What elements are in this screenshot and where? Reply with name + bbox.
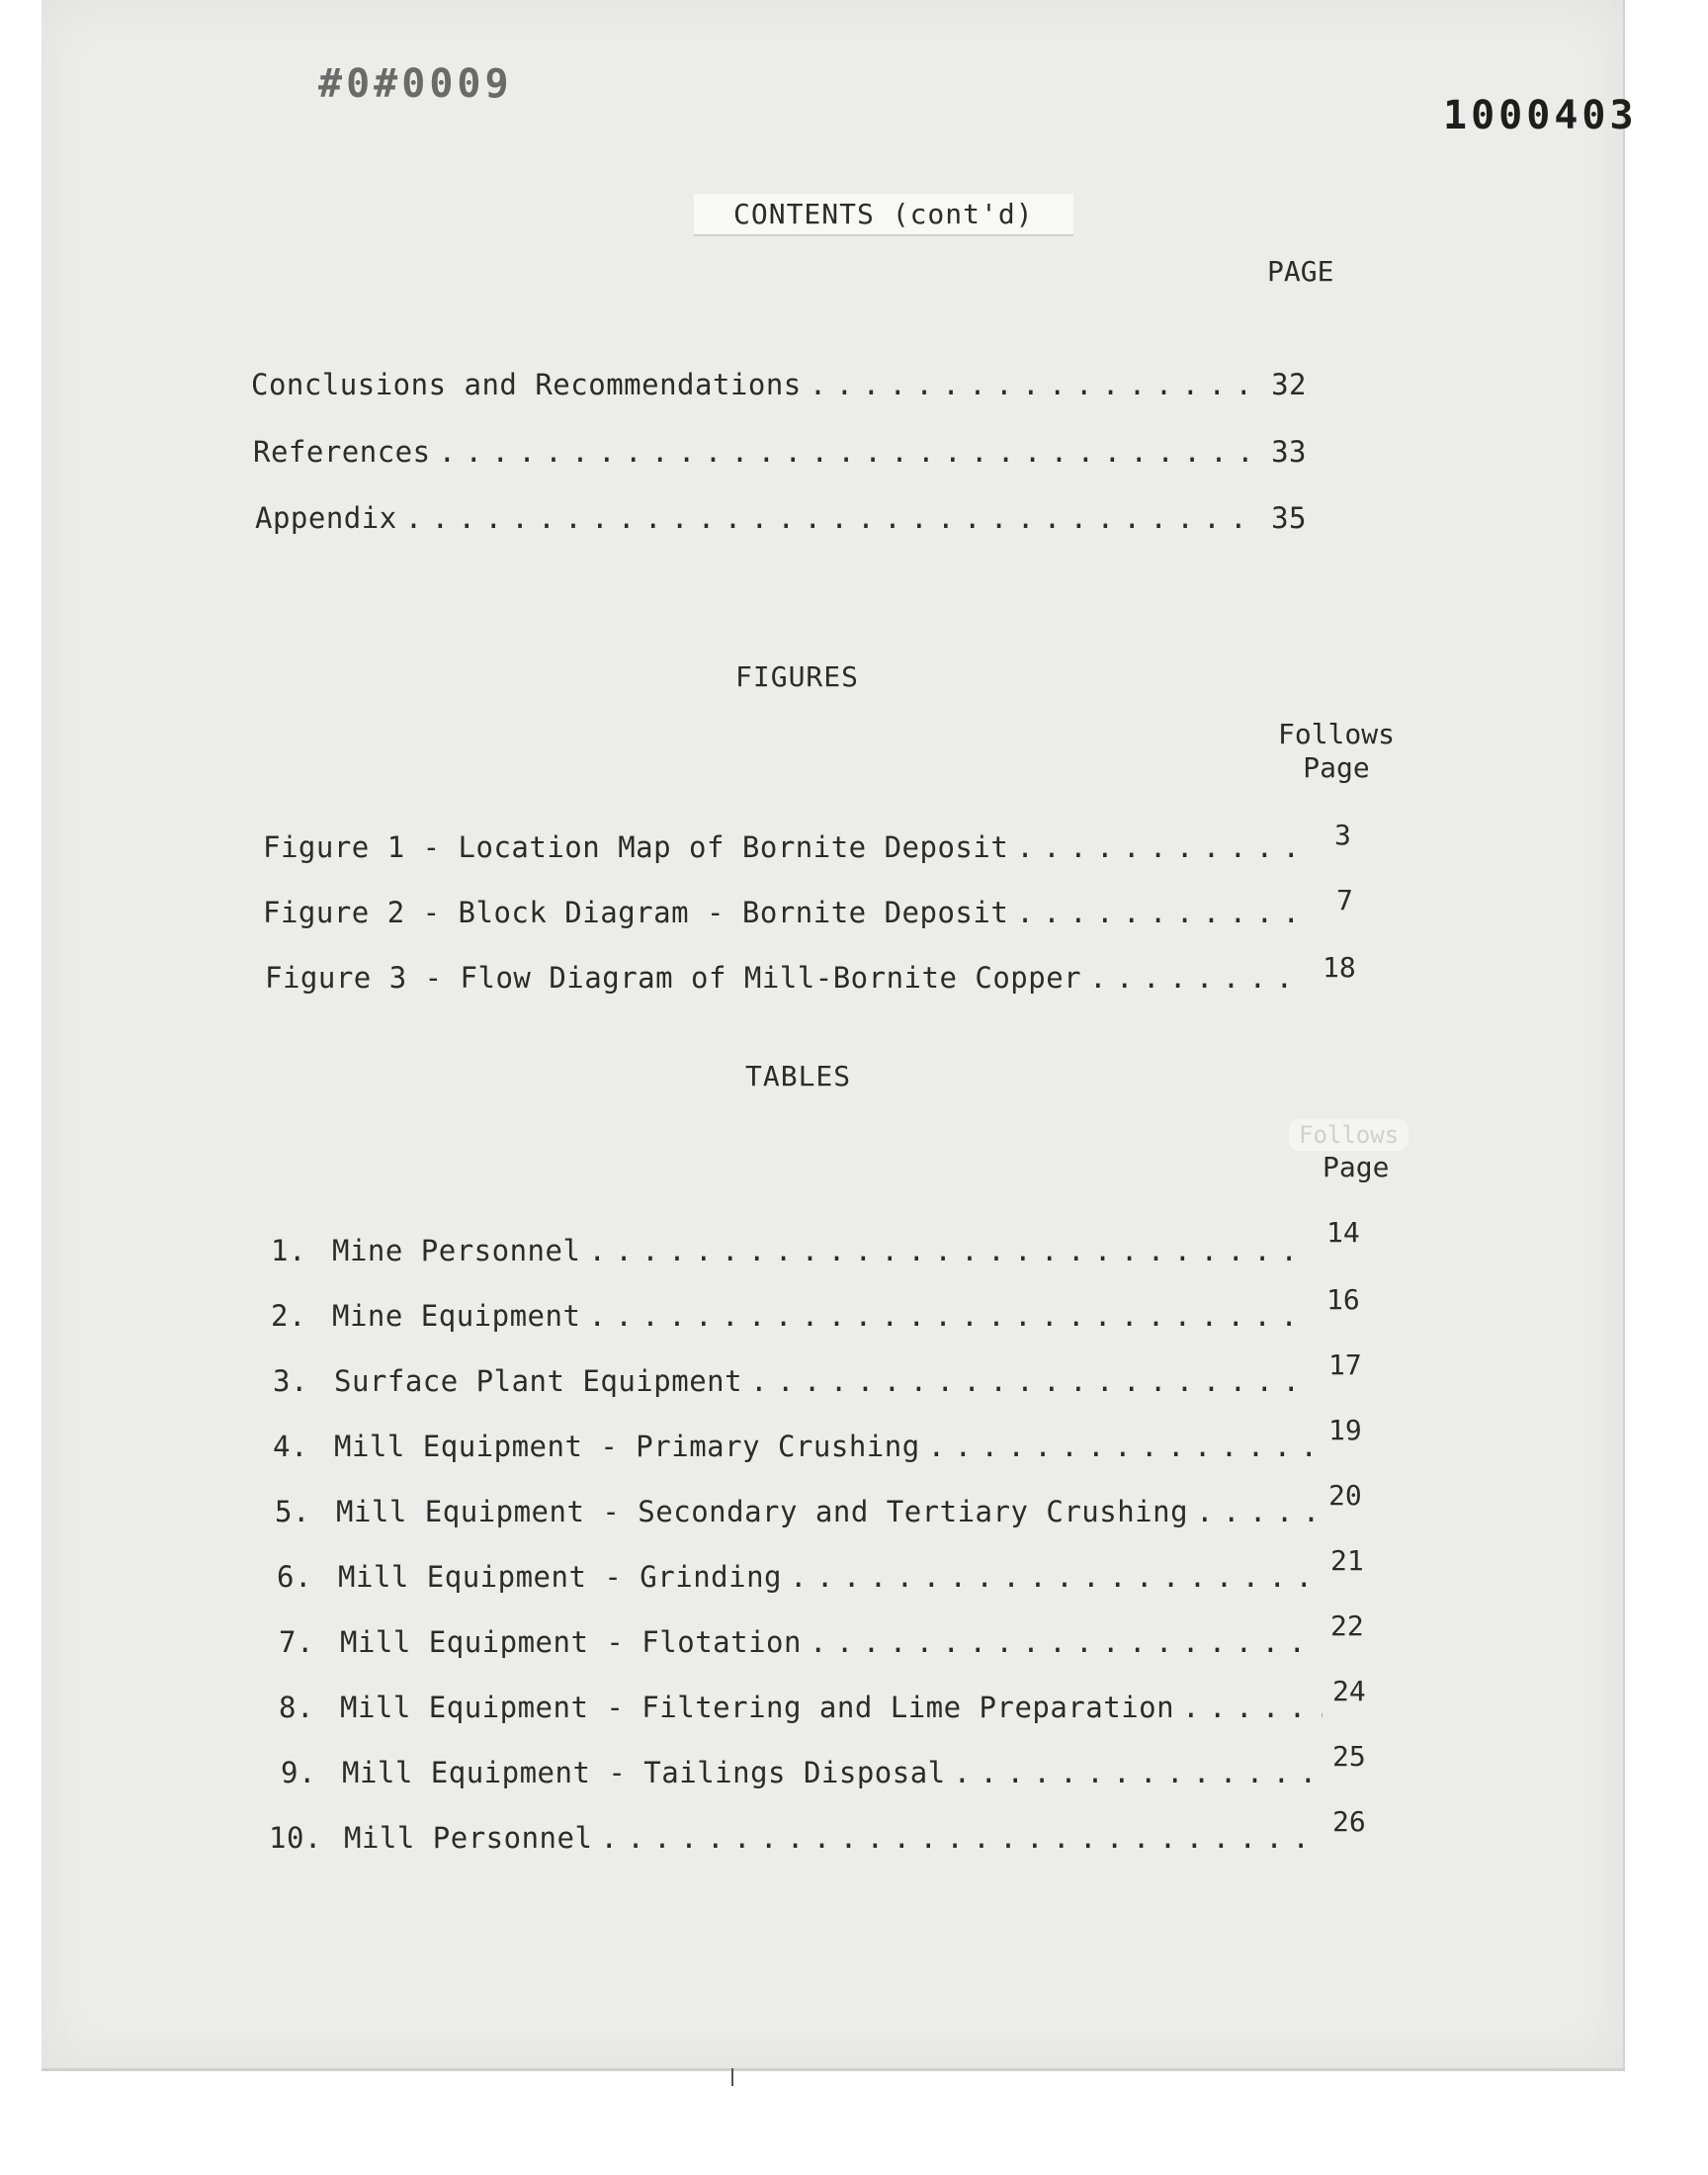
tables-title: TABLES xyxy=(745,1060,852,1092)
table-entry-label: Mill Personnel xyxy=(344,1821,593,1855)
toc-entry xyxy=(255,501,1307,541)
table-entry-number: 2. xyxy=(271,1299,306,1333)
dot-leader xyxy=(1196,1495,1317,1528)
dot-leader xyxy=(954,1756,1324,1789)
dot-leader xyxy=(810,368,1263,401)
dot-leader xyxy=(790,1560,1319,1594)
table-entry-number: 10. xyxy=(269,1821,322,1855)
table-entry-page: 17 xyxy=(1328,1348,1362,1381)
table-entry-label: Mill Equipment - Filtering and Lime Preparation xyxy=(340,1691,1175,1724)
figure-entry-label: Figure 2 - Block Diagram - Bornite Deposit xyxy=(263,896,1009,929)
tables-column-header-faded: Follows xyxy=(1289,1119,1409,1151)
dot-leader xyxy=(1016,896,1303,929)
toc-entry-page: 33 xyxy=(1271,435,1307,469)
dot-leader xyxy=(588,1299,1311,1333)
page-column-header: PAGE xyxy=(1267,255,1334,288)
toc-entry xyxy=(251,368,1307,407)
toc-entry-page: 35 xyxy=(1271,501,1307,535)
dot-leader xyxy=(1016,830,1303,864)
table-entry-number: 9. xyxy=(281,1756,316,1789)
table-entry xyxy=(275,1495,1324,1534)
table-entry-page: 16 xyxy=(1326,1283,1360,1316)
page-stamp-right: 1000403 xyxy=(1443,93,1638,138)
table-entry-number: 6. xyxy=(277,1560,312,1594)
toc-entry xyxy=(253,435,1307,475)
toc-entry-page: 32 xyxy=(1271,368,1307,401)
dot-leader xyxy=(588,1234,1311,1267)
table-entry xyxy=(269,1821,1332,1861)
table-entry-label: Mill Equipment - Primary Crushing xyxy=(334,1430,920,1463)
dot-leader xyxy=(1182,1691,1323,1724)
document-page xyxy=(42,0,1638,2071)
table-entry-page: 25 xyxy=(1332,1740,1366,1773)
page-stamp-left: #0#0009 xyxy=(318,61,513,107)
figures-column-header xyxy=(1277,718,1396,785)
dot-leader xyxy=(1089,961,1305,995)
table-entry-number: 1. xyxy=(271,1234,306,1267)
figure-entry xyxy=(263,830,1311,870)
table-entry-number: 8. xyxy=(279,1691,314,1724)
figures-column-header-line2: Page xyxy=(1303,751,1370,784)
table-entry-page: 24 xyxy=(1332,1675,1366,1707)
contents-title: CONTENTS (cont'd) xyxy=(694,194,1073,236)
table-entry-page: 14 xyxy=(1326,1216,1360,1249)
table-entry xyxy=(277,1560,1326,1600)
table-entry-number: 3. xyxy=(273,1364,308,1398)
dot-leader xyxy=(750,1364,1313,1398)
binding-mark xyxy=(731,2068,733,2086)
dot-leader xyxy=(405,501,1263,535)
table-entry-page: 22 xyxy=(1330,1610,1364,1642)
table-entry-page: 19 xyxy=(1328,1414,1362,1446)
table-entry-number: 7. xyxy=(279,1625,314,1659)
figure-entry-page: 7 xyxy=(1336,884,1353,916)
figures-title: FIGURES xyxy=(735,660,860,693)
figure-entry-label: Figure 3 - Flow Diagram of Mill-Bornite Copper xyxy=(265,961,1082,995)
table-entry xyxy=(273,1364,1321,1404)
table-entry xyxy=(279,1691,1330,1730)
dot-leader xyxy=(600,1821,1324,1855)
table-entry-label: Mine Personnel xyxy=(332,1234,581,1267)
dot-leader xyxy=(810,1625,1321,1659)
table-entry xyxy=(281,1756,1332,1795)
toc-entry-label: Conclusions and Recommendations xyxy=(251,368,802,401)
table-entry-number: 5. xyxy=(275,1495,310,1528)
figure-entry-page: 18 xyxy=(1323,951,1356,984)
table-entry-label: Mill Equipment - Tailings Disposal xyxy=(342,1756,946,1789)
table-entry-label: Mill Equipment - Flotation xyxy=(340,1625,802,1659)
table-entry xyxy=(273,1430,1323,1469)
toc-entry-label: References xyxy=(253,435,431,469)
table-entry-page: 26 xyxy=(1332,1805,1366,1838)
table-entry-label: Mill Equipment - Secondary and Tertiary Crushing xyxy=(336,1495,1189,1528)
table-entry xyxy=(271,1299,1319,1339)
table-entry xyxy=(271,1234,1319,1273)
toc-entry-label: Appendix xyxy=(255,501,397,535)
table-entry-number: 4. xyxy=(273,1430,308,1463)
figures-column-header-line1: Follows xyxy=(1277,718,1395,750)
figure-entry xyxy=(265,961,1313,1000)
table-entry xyxy=(279,1625,1328,1665)
table-entry-label: Mine Equipment xyxy=(332,1299,581,1333)
table-entry-label: Mill Equipment - Grinding xyxy=(338,1560,782,1594)
table-entry-label: Surface Plant Equipment xyxy=(334,1364,743,1398)
figure-entry-label: Figure 1 - Location Map of Bornite Deposit xyxy=(263,830,1009,864)
dot-leader xyxy=(928,1430,1315,1463)
tables-column-header: Page xyxy=(1323,1151,1390,1183)
figure-entry xyxy=(263,896,1311,935)
dot-leader xyxy=(439,435,1263,469)
table-entry-page: 21 xyxy=(1330,1544,1364,1577)
figure-entry-page: 3 xyxy=(1334,819,1351,851)
table-entry-page: 20 xyxy=(1328,1479,1362,1512)
